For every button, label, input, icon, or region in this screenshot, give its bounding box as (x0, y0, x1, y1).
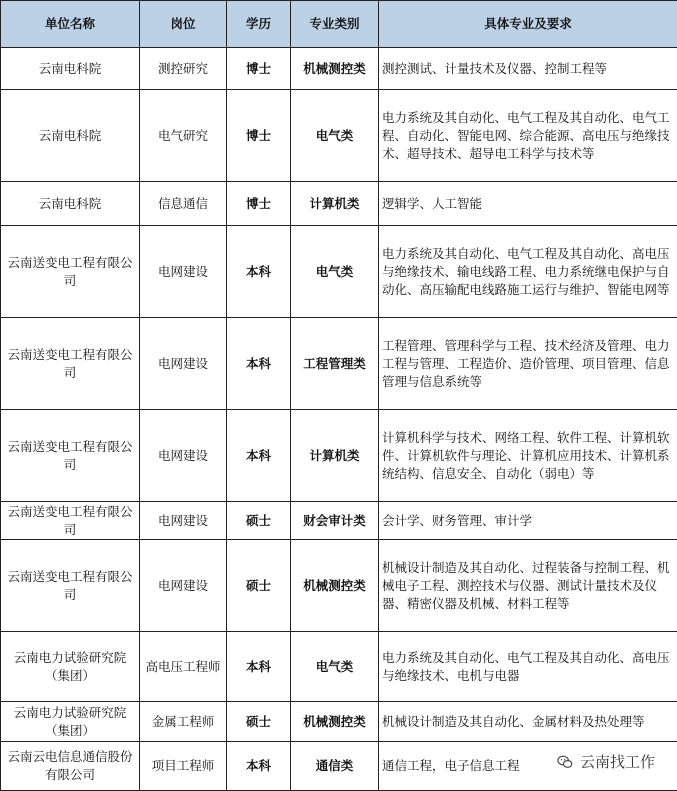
details-cell: 逻辑学、人工智能 (379, 182, 677, 226)
position-cell: 金属工程师 (140, 702, 227, 742)
category-cell: 电气类 (291, 632, 379, 702)
degree-cell: 本科 (227, 742, 291, 791)
table-row (1, 90, 677, 182)
unit-cell: 云南云电信息通信股份有限公司 (1, 742, 140, 791)
unit-cell: 云南电科院 (1, 48, 140, 90)
category-cell: 工程管理类 (291, 318, 379, 410)
unit-cell: 云南送变电工程有限公司 (1, 226, 140, 318)
unit-cell: 云南送变电工程有限公司 (1, 318, 140, 410)
details-cell: 工程管理、管理科学与工程、技术经济及管理、电力工程与管理、工程造价、造价管理、项目管理、信息管理与信息系统等 (379, 318, 677, 410)
watermark-text: 云南找工作 (580, 751, 655, 772)
position-cell: 电网建设 (140, 410, 227, 502)
table-row (1, 632, 677, 702)
table-row (1, 410, 677, 502)
category-cell: 计算机类 (291, 182, 379, 226)
category-cell: 机械测控类 (291, 540, 379, 632)
details-cell: 机械设计制造及其自动化、金属材料及热处理等 (379, 702, 677, 742)
category-cell: 财会审计类 (291, 502, 379, 540)
position-cell: 电网建设 (140, 540, 227, 632)
table-row (1, 48, 677, 90)
category-cell: 通信类 (291, 742, 379, 791)
category-cell: 机械测控类 (291, 702, 379, 742)
degree-cell: 硕士 (227, 540, 291, 632)
table-row (1, 182, 677, 226)
watermark (556, 751, 655, 772)
table-row (1, 540, 677, 632)
category-cell: 计算机类 (291, 410, 379, 502)
header-degree: 学历 (227, 1, 291, 48)
details-cell: 通信工程，电子信息工程 (379, 742, 677, 791)
header-unit: 单位名称 (1, 1, 140, 48)
category-cell: 机械测控类 (291, 48, 379, 90)
position-cell: 高电压工程师 (140, 632, 227, 702)
position-cell: 电网建设 (140, 226, 227, 318)
unit-cell: 云南送变电工程有限公司 (1, 502, 140, 540)
degree-cell: 博士 (227, 90, 291, 182)
position-cell: 电气研究 (140, 90, 227, 182)
position-cell: 项目工程师 (140, 742, 227, 791)
table-row (1, 226, 677, 318)
degree-cell: 本科 (227, 226, 291, 318)
unit-cell: 云南电力试验研究院（集团） (1, 632, 140, 702)
details-cell: 电力系统及其自动化、电气工程及其自动化、高电压与绝缘技术、电机与电器 (379, 632, 677, 702)
unit-cell: 云南送变电工程有限公司 (1, 410, 140, 502)
wechat-icon (556, 753, 574, 771)
table-body (1, 48, 677, 791)
details-cell: 电力系统及其自动化、电气工程及其自动化、电气工程、自动化、智能电网、综合能源、高电压与绝缘技术、超导技术、超导电工科学与技术等 (379, 90, 677, 182)
position-cell: 电网建设 (140, 502, 227, 540)
category-cell: 电气类 (291, 90, 379, 182)
degree-cell: 博士 (227, 48, 291, 90)
degree-cell: 博士 (227, 182, 291, 226)
degree-cell: 本科 (227, 318, 291, 410)
degree-cell: 本科 (227, 632, 291, 702)
header-position: 岗位 (140, 1, 227, 48)
header-category: 专业类别 (291, 1, 379, 48)
details-cell: 电力系统及其自动化、电气工程及其自动化、高电压与绝缘技术、输电线路工程、电力系统继电保护与自动化、高压输配电线路施工运行与维护、智能电网等 (379, 226, 677, 318)
unit-cell: 云南电力试验研究院（集团） (1, 702, 140, 742)
unit-cell: 云南送变电工程有限公司 (1, 540, 140, 632)
table-row (1, 702, 677, 742)
degree-cell: 本科 (227, 410, 291, 502)
position-cell: 信息通信 (140, 182, 227, 226)
degree-cell: 硕士 (227, 502, 291, 540)
position-cell: 测控研究 (140, 48, 227, 90)
header-details: 具体专业及要求 (379, 1, 677, 48)
unit-cell: 云南电科院 (1, 90, 140, 182)
degree-cell: 硕士 (227, 702, 291, 742)
table-row (1, 502, 677, 540)
table-row (1, 318, 677, 410)
category-cell: 电气类 (291, 226, 379, 318)
details-cell: 计算机科学与技术、网络工程、软件工程、计算机软件、计算机软件与理论、计算机应用技术、计算机系统结构、信息安全、自动化（弱电）等 (379, 410, 677, 502)
details-cell: 测控测试、计量技术及仪器、控制工程等 (379, 48, 677, 90)
position-cell: 电网建设 (140, 318, 227, 410)
header-row (1, 1, 677, 48)
unit-cell: 云南电科院 (1, 182, 140, 226)
details-cell: 机械设计制造及其自动化、过程装备与控制工程、机械电子工程、测控技术与仪器、测试计量技术及仪器、精密仪器及机械、材料工程等 (379, 540, 677, 632)
details-cell: 会计学、财务管理、审计学 (379, 502, 677, 540)
